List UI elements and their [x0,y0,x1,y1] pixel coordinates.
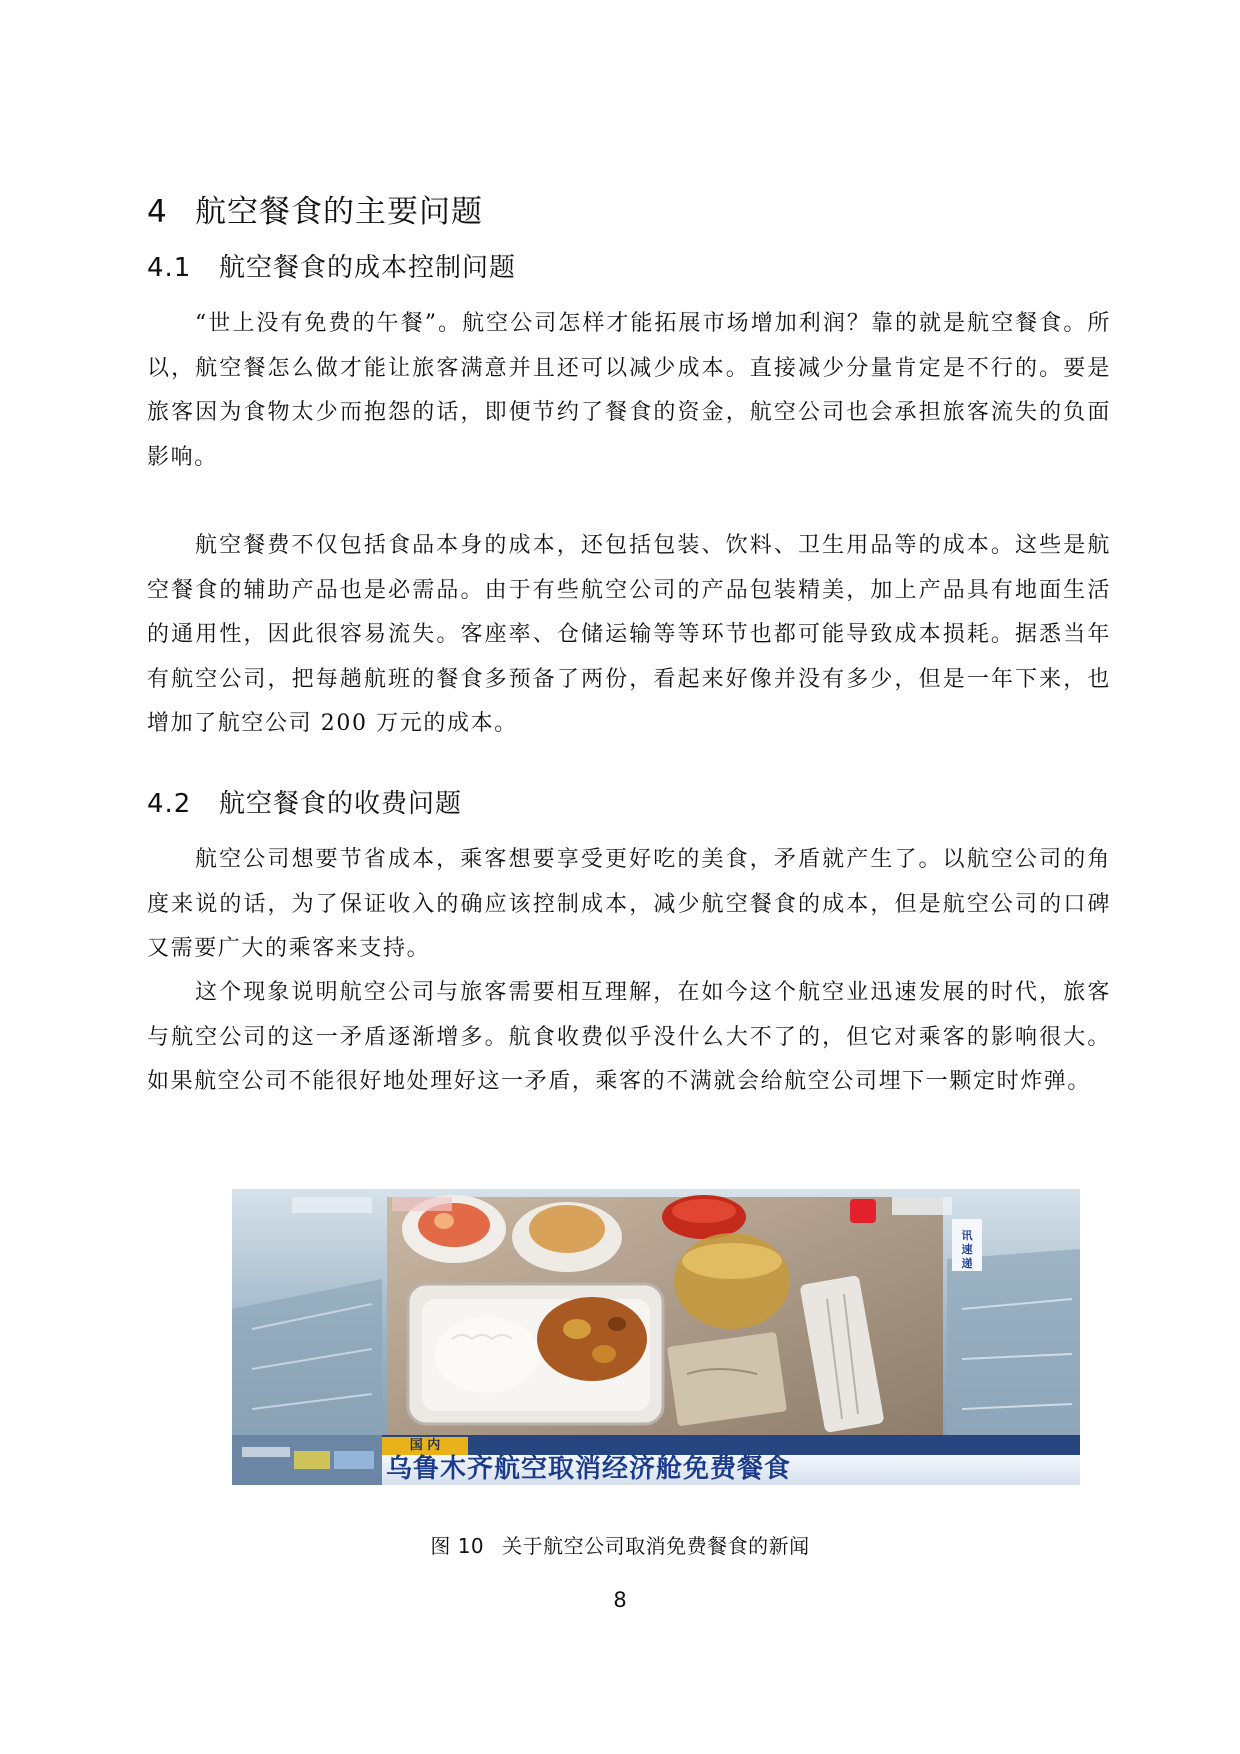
subsection-heading-4-2 [147,784,462,824]
paragraph: 航空公司想要节省成本，乘客想要享受更好吃的美食，矛盾就产生了。以航空公司的角度来说的话，为了保证收入的确应该控制成本，减少航空餐食的成本，但是航空公司的口碑又需要广大的乘客来支持。 [147,847,1111,961]
news-headline: 乌鲁木齐航空取消经济舱免费餐食 [386,1454,792,1484]
subsection-title: 航空餐食的收费问题 [219,789,463,819]
section-title: 航空餐食的主要问题 [195,194,483,230]
paragraph: 这个现象说明航空公司与旅客需要相互理解，在如今这个航空业迅速发展的时代，旅客与航空公司的这一矛盾逐渐增多。航食收费似乎没什么大不了的，但它对乘客的影响很大。如果航空公司不能很好地处理好这一矛盾，乘客的不满就会给航空公司埋下一颗定时炸弹。 [147,980,1111,1094]
figure-caption-text: 关于航空公司取消免费餐食的新闻 [502,1534,810,1558]
news-category-tag: 国 内 [409,1438,441,1453]
figure-caption [0,1530,1240,1559]
paragraph: “世上没有免费的午餐”。航空公司怎样才能拓展市场增加利润？靠的就是航空餐食。所以，航空餐怎么做才能让旅客满意并且还可以减少成本。直接减少分量肯定是不行的。要是旅客因为食物太少而抱怨的话，即便节约了餐食的资金，航空公司也会承担旅客流失的负面影响。 [147,311,1111,470]
figure-label: 图 10 [430,1534,485,1558]
subsection-title: 航空餐食的成本控制问题 [219,253,517,283]
subsection-heading-4-1 [147,248,516,288]
side-label-text: 讯速递 [961,1229,973,1270]
page-number: 8 [613,1588,627,1612]
news-screenshot-image [232,1189,1080,1485]
news-screenshot-figure [232,1189,1080,1485]
section-heading [147,188,483,236]
subsection-number: 4.1 [147,253,192,283]
subsection-number: 4.2 [147,789,192,819]
paragraph: 航空餐费不仅包括食品本身的成本，还包括包装、饮料、卫生用品等的成本。这些是航空餐食的辅助产品也是必需品。由于有些航空公司的产品包装精美，加上产品具有地面生活的通用性，因此很容易流失。客座率、仓储运输等等环节也都可能导致成本损耗。据悉当年有航空公司，把每趟航班的餐食多预备了两份，看起来好像并没有多少，但是一年下来，也增加了航空公司 200 万元的成本。 [147,533,1111,736]
section-number: 4 [147,194,168,230]
